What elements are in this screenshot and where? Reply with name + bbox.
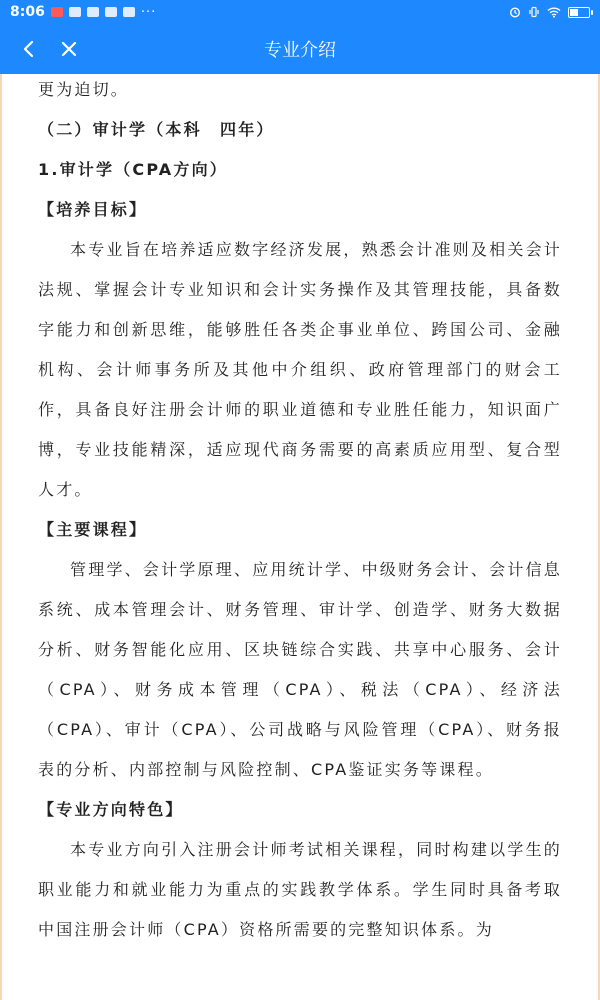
courses-paragraph: 管理学、会计学原理、应用统计学、中级财务会计、会计信息系统、成本管理会计、财务管理、审计学、创造学、财务大数据分析、财务智能化应用、区块链综合实践、共享中心服务、会计（CPA）、财务成本管理（CPA）、税法（CPA）、经济法（CPA）、审计（CPA）、公司战略与风险管理（CPA）、财务报表的分析、内部控制与风险控制、CPA鉴证实务等课程。 (38, 560, 562, 779)
page-title: 专业介绍 (264, 40, 336, 61)
status-right (509, 6, 590, 18)
section-heading: （二）审计学（本科 四年） (38, 120, 275, 139)
back-arrow-icon[interactable] (14, 34, 44, 64)
app-bar (0, 24, 600, 74)
status-bar (0, 0, 600, 24)
vibrate-icon (528, 6, 540, 18)
more-notifications-icon: ··· (140, 4, 157, 20)
feature-paragraph: 本专业方向引入注册会计师考试相关课程，同时构建以学生的职业能力和就业能力为重点的实践教学体系。学生同时具备考取中国注册会计师（CPA）资格所需要的完整知识体系。为 (38, 840, 562, 939)
close-icon[interactable] (54, 34, 84, 64)
battery-level (570, 9, 578, 16)
article-content[interactable] (0, 74, 600, 1000)
cloud-icon (69, 7, 81, 17)
feature-heading: 【专业方向特色】 (38, 800, 184, 819)
app-notification-icon (87, 7, 99, 17)
intro-tail-text: 更为迫切。 (38, 80, 130, 99)
search-notification-icon (123, 7, 135, 17)
goal-heading: 【培养目标】 (38, 200, 148, 219)
notification-icon (51, 7, 63, 17)
status-time: 8:06 (10, 4, 45, 20)
status-left (10, 4, 156, 20)
app-notification-icon (105, 7, 117, 17)
sub-heading: 1.审计学（CPA方向） (38, 160, 228, 179)
article-body (38, 74, 562, 950)
goal-paragraph: 本专业旨在培养适应数字经济发展，熟悉会计准则及相关会计法规、掌握会计专业知识和会计实务操作及其管理技能，具备数字能力和创新思维，能够胜任各类企事业单位、跨国公司、金融机构、会计师事务所及其他中介组织、政府管理部门的财会工作，具备良好注册会计师的职业道德和专业胜任能力，知识面广博，专业技能精深，适应现代商务需要的高素质应用型、复合型人才。 (38, 240, 562, 499)
alarm-icon (509, 6, 521, 18)
battery-icon (568, 7, 590, 18)
wifi-icon (547, 6, 561, 18)
courses-heading: 【主要课程】 (38, 520, 148, 539)
